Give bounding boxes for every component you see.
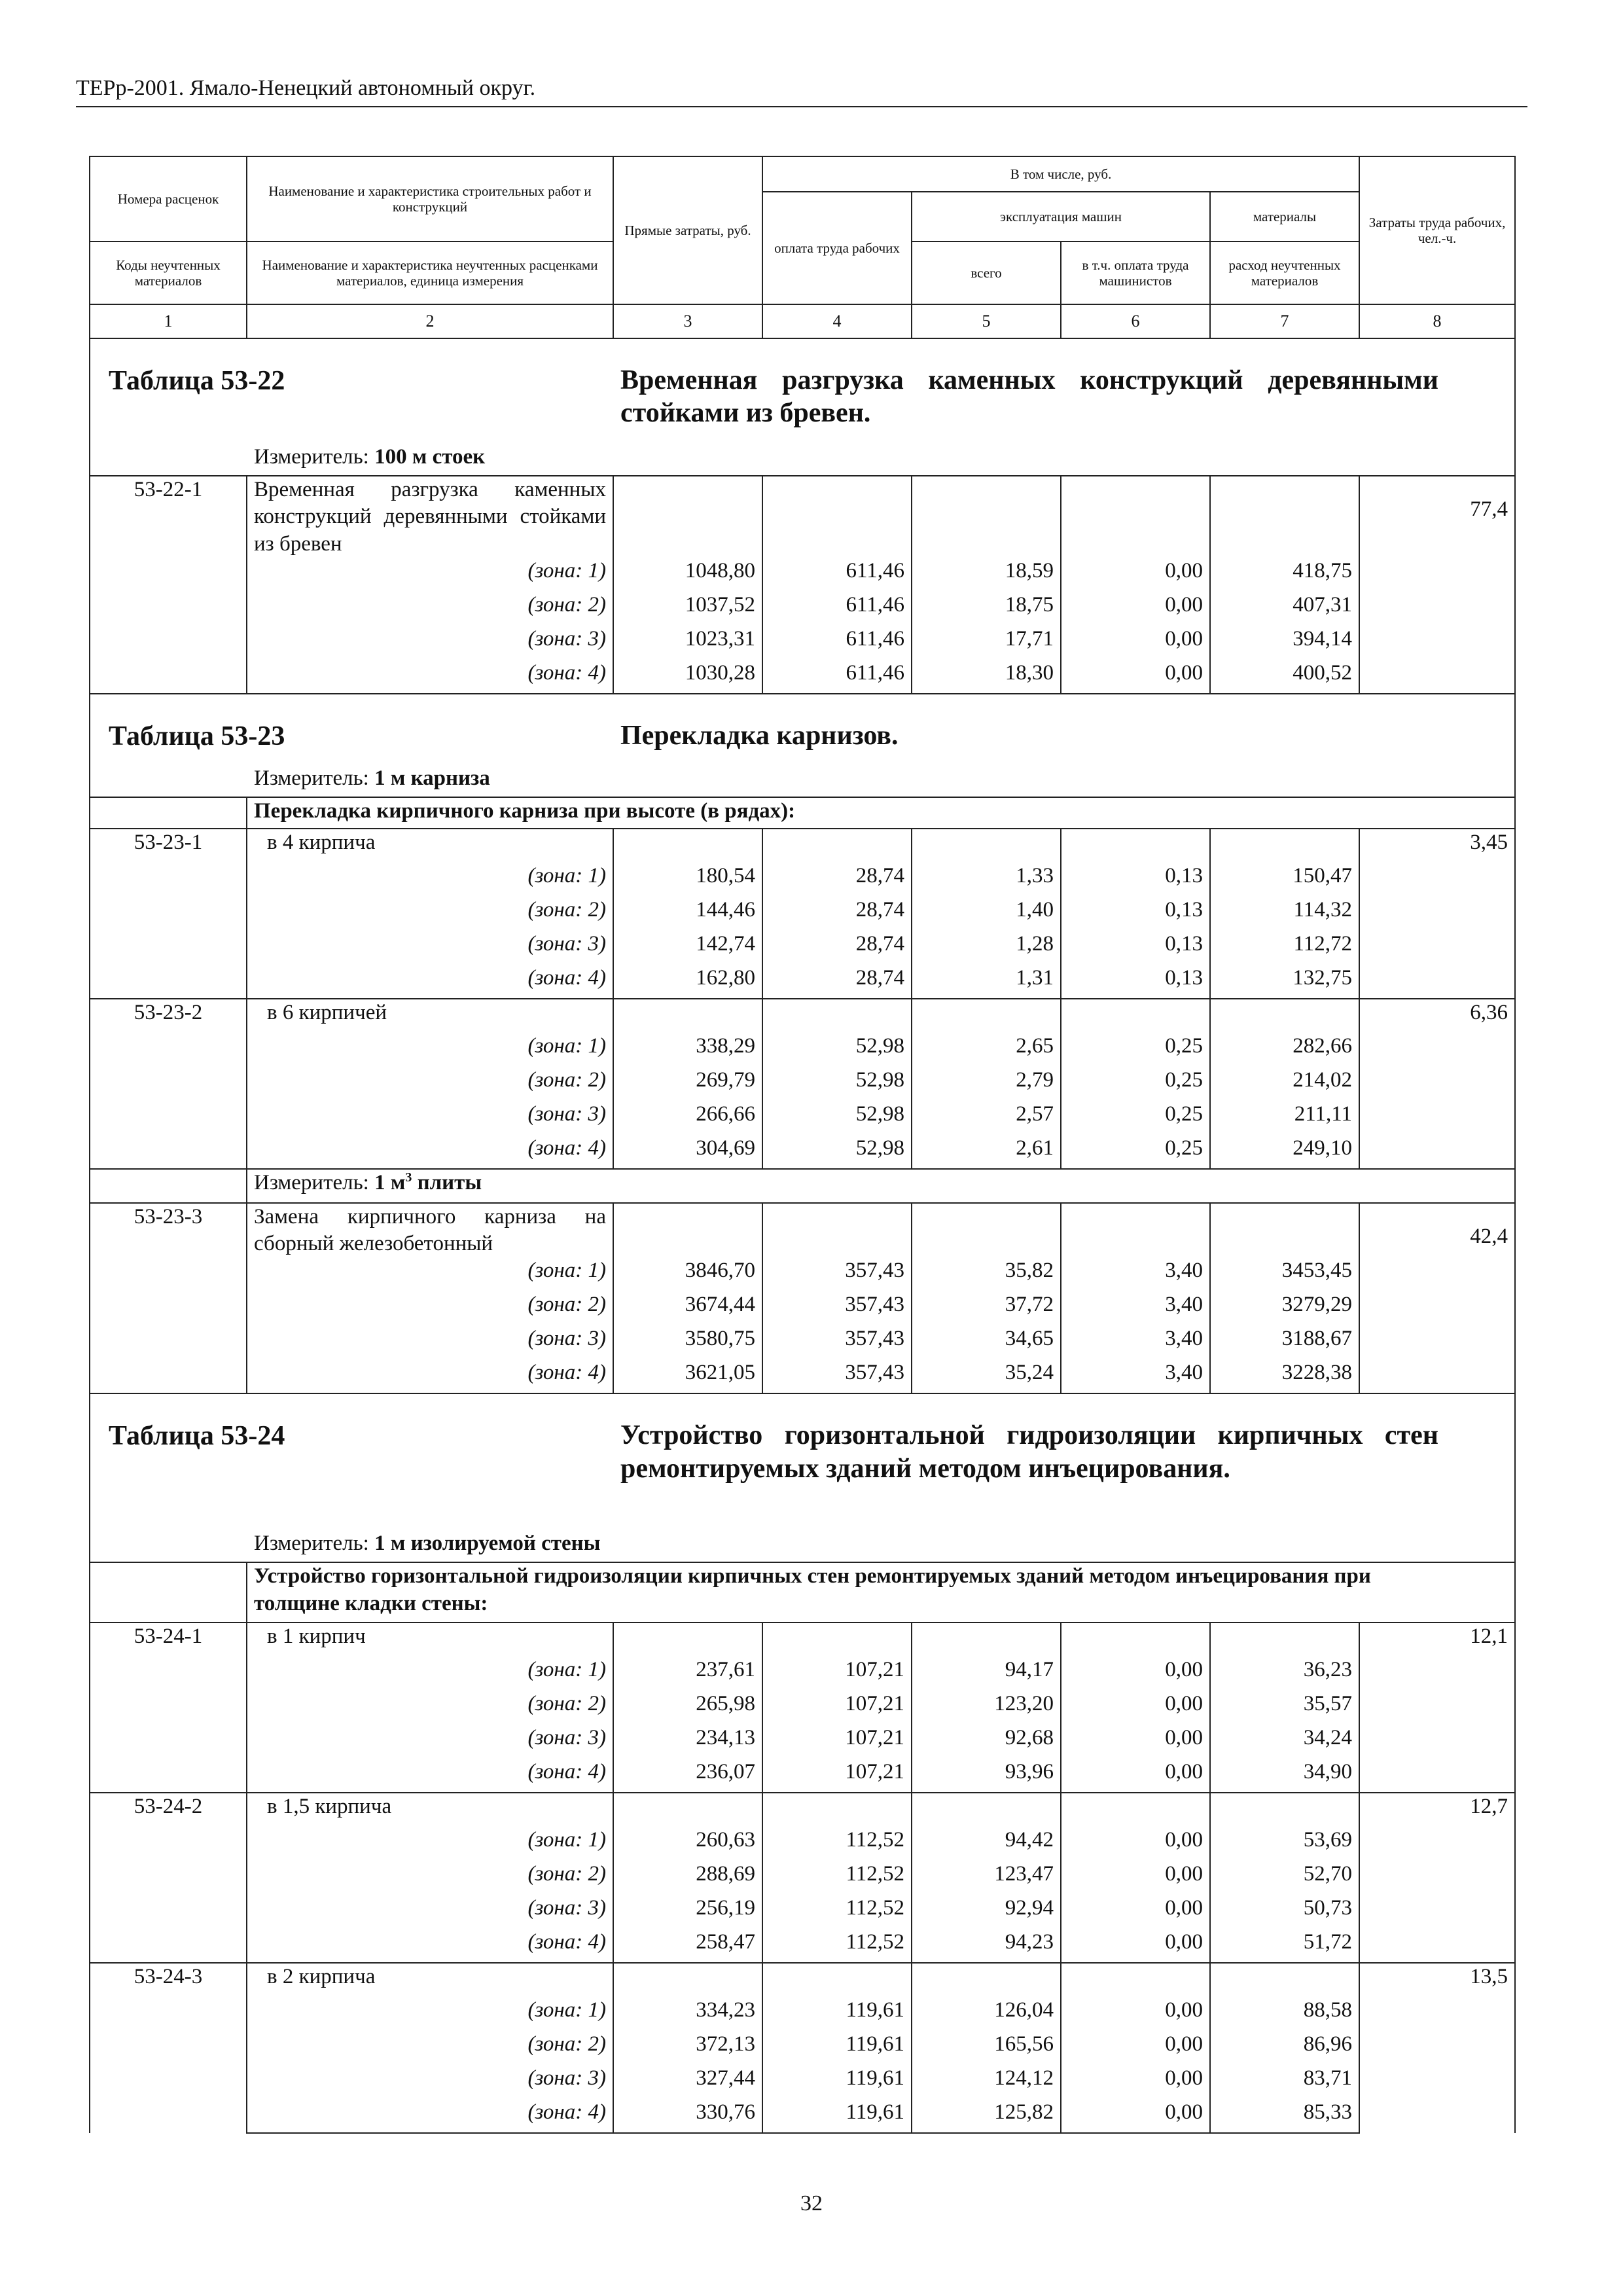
table-section-header: [90, 338, 1515, 476]
table-section-header: [90, 694, 1515, 797]
zone-value: 36,23: [1210, 1657, 1359, 1691]
zone-value: 3228,38: [1210, 1359, 1359, 1393]
zone-value: 3580,75: [613, 1325, 762, 1359]
zone-value: 249,10: [1210, 1135, 1359, 1169]
zone-label: (зона: 1): [247, 1827, 613, 1861]
zone-value: 17,71: [912, 626, 1061, 660]
zone-value: 126,04: [912, 1997, 1061, 2031]
blank-cell: [912, 1793, 1061, 1827]
zone-value: 52,98: [762, 1067, 912, 1101]
blank-cell: [1061, 1793, 1210, 1827]
zone-value: 107,21: [762, 1657, 912, 1691]
zone-value: 34,24: [1210, 1725, 1359, 1759]
zone-value: 611,46: [762, 626, 912, 660]
zone-label: (зона: 1): [247, 863, 613, 897]
zone-value: 125,82: [912, 2099, 1061, 2133]
zone-value: 119,61: [762, 2099, 912, 2133]
zone-value: 0,00: [1061, 1657, 1210, 1691]
zone-value: 18,30: [912, 660, 1061, 694]
zone-value: 144,46: [613, 897, 762, 931]
zone-value: 112,52: [762, 1827, 912, 1861]
zone-value: 93,96: [912, 1759, 1061, 1793]
zone-value: 0,00: [1061, 1827, 1210, 1861]
zone-value: 357,43: [762, 1325, 912, 1359]
zone-label: (зона: 2): [247, 592, 613, 626]
zone-value: 50,73: [1210, 1895, 1359, 1929]
table-name: Временная разгрузка каменных конструкций деревянными стойками из бревен.: [620, 365, 1438, 429]
labor-cost: 12,1: [1359, 1623, 1515, 1793]
zone-value: 0,00: [1061, 1929, 1210, 1963]
zone-value: 372,13: [613, 2031, 762, 2065]
blank-cell: [1210, 476, 1359, 558]
zone-value: 0,13: [1061, 897, 1210, 931]
column-number: 8: [1359, 304, 1515, 338]
zone-value: 28,74: [762, 965, 912, 999]
measure-value: 1 м карниза: [374, 766, 490, 790]
header-rule: [76, 106, 1527, 107]
col-header-unaccounted-materials: расход неучтенных материалов: [1210, 242, 1359, 304]
rate-description: Временная разгрузка каменных конструкций деревянными стойками из бревен: [247, 476, 613, 558]
blank-cell: [1210, 829, 1359, 863]
zone-value: 214,02: [1210, 1067, 1359, 1101]
blank-cell: [1061, 829, 1210, 863]
rate-description: в 1 кирпич: [247, 1623, 613, 1657]
zone-value: 2,61: [912, 1135, 1061, 1169]
table-title: Таблица 53-24: [109, 1421, 285, 1452]
zone-label: (зона: 4): [247, 2099, 613, 2133]
measure-exponent: 3: [405, 1170, 412, 1185]
group-heading: Перекладка кирпичного карниза при высоте (в рядах):: [247, 797, 1515, 829]
zone-value: 0,00: [1061, 626, 1210, 660]
zone-value: 407,31: [1210, 592, 1359, 626]
zone-label: (зона: 2): [247, 1861, 613, 1895]
rate-code: 53-22-1: [90, 476, 247, 694]
zone-value: 357,43: [762, 1257, 912, 1291]
blank-cell: [762, 999, 912, 1033]
measure-label: Измеритель:: [254, 1532, 375, 1556]
measure-unit: [254, 444, 485, 471]
blank-cell: [1210, 999, 1359, 1033]
zone-value: 611,46: [762, 592, 912, 626]
blank-cell: [613, 1793, 762, 1827]
zone-value: 0,13: [1061, 931, 1210, 965]
zone-label: (зона: 3): [247, 1725, 613, 1759]
col-header-work-name: Наименование и характеристика строительных работ и конструкций: [247, 156, 613, 242]
zone-label: (зона: 3): [247, 626, 613, 660]
zone-value: 260,63: [613, 1827, 762, 1861]
zone-label: (зона: 2): [247, 897, 613, 931]
zone-value: 34,90: [1210, 1759, 1359, 1793]
zone-value: 330,76: [613, 2099, 762, 2133]
zone-value: 3,40: [1061, 1291, 1210, 1325]
measure-unit: [254, 1530, 600, 1557]
blank-cell: [1061, 1963, 1210, 1997]
blank-cell: [90, 1562, 247, 1623]
blank-cell: [613, 1203, 762, 1258]
zone-label: (зона: 1): [247, 1657, 613, 1691]
zone-value: 3621,05: [613, 1359, 762, 1393]
blank-cell: [1061, 999, 1210, 1033]
blank-cell: [613, 476, 762, 558]
zone-value: 119,61: [762, 1997, 912, 2031]
blank-cell: [762, 1623, 912, 1657]
zone-value: 334,23: [613, 1997, 762, 2031]
measure-value: 1 м изолируемой стены: [374, 1532, 601, 1556]
blank-cell: [912, 476, 1061, 558]
zone-value: 1,33: [912, 863, 1061, 897]
rate-code: 53-24-1: [90, 1623, 247, 1793]
zone-value: 0,00: [1061, 558, 1210, 592]
blank-cell: [613, 1963, 762, 1997]
zone-label: (зона: 1): [247, 1257, 613, 1291]
zone-value: 258,47: [613, 1929, 762, 1963]
zone-value: 107,21: [762, 1725, 912, 1759]
zone-value: 0,25: [1061, 1135, 1210, 1169]
measure-label: Измеритель:: [254, 1170, 375, 1194]
zone-label: (зона: 2): [247, 1691, 613, 1725]
zone-value: 53,69: [1210, 1827, 1359, 1861]
zone-value: 2,79: [912, 1067, 1061, 1101]
zone-label: (зона: 4): [247, 1929, 613, 1963]
measure-value: [374, 1171, 482, 1194]
zone-label: (зона: 2): [247, 1067, 613, 1101]
zone-value: 237,61: [613, 1657, 762, 1691]
column-number: 6: [1061, 304, 1210, 338]
zone-value: 0,00: [1061, 1759, 1210, 1793]
table-name: Устройство горизонтальной гидроизоляции кирпичных стен ремонтируемых зданий методом инъецирования.: [620, 1420, 1438, 1484]
zone-value: 34,65: [912, 1325, 1061, 1359]
zone-value: 256,19: [613, 1895, 762, 1929]
zone-value: 357,43: [762, 1359, 912, 1393]
labor-cost: 6,36: [1359, 999, 1515, 1169]
zone-value: 1,40: [912, 897, 1061, 931]
table-title: Таблица 53-23: [109, 721, 285, 751]
col-header-material-names: Наименование и характеристика неучтенных расценками материалов, единица измерения: [247, 242, 613, 304]
zone-value: 3,40: [1061, 1359, 1210, 1393]
zone-value: 269,79: [613, 1067, 762, 1101]
running-header: ТЕРр-2001. Ямало-Ненецкий автономный округ.: [76, 76, 536, 100]
col-header-material-codes: Коды неучтенных материалов: [90, 242, 247, 304]
zone-label: (зона: 3): [247, 2065, 613, 2099]
blank-cell: [1210, 1623, 1359, 1657]
col-header-labor-costs: Затраты труда рабочих, чел.-ч.: [1359, 156, 1515, 304]
blank-cell: [762, 476, 912, 558]
zone-value: 0,00: [1061, 2099, 1210, 2133]
blank-cell: [90, 1169, 247, 1203]
zone-value: 0,25: [1061, 1101, 1210, 1135]
zone-value: 236,07: [613, 1759, 762, 1793]
zone-value: 112,52: [762, 1861, 912, 1895]
column-number: 3: [613, 304, 762, 338]
table-title: Таблица 53-22: [109, 366, 285, 396]
zone-value: 0,00: [1061, 1895, 1210, 1929]
measure-value-text: 1 м: [374, 1170, 406, 1194]
zone-value: 52,98: [762, 1033, 912, 1067]
zone-label: (зона: 4): [247, 1759, 613, 1793]
labor-cost: 77,4: [1359, 476, 1515, 694]
column-number: 5: [912, 304, 1061, 338]
zone-value: 94,17: [912, 1657, 1061, 1691]
zone-value: 0,13: [1061, 863, 1210, 897]
rate-description: в 2 кирпича: [247, 1963, 613, 1997]
blank-cell: [912, 1203, 1061, 1258]
blank-cell: [90, 797, 247, 829]
rate-description: Замена кирпичного карниза на сборный железобетонный: [247, 1203, 613, 1258]
zone-value: 3,40: [1061, 1325, 1210, 1359]
col-header-machines: эксплуатация машин: [912, 192, 1210, 242]
zone-value: 35,82: [912, 1257, 1061, 1291]
rates-table: [89, 156, 1516, 2134]
measure-label: Измеритель:: [254, 766, 375, 790]
zone-value: 0,00: [1061, 2031, 1210, 2065]
zone-value: 142,74: [613, 931, 762, 965]
zone-label: (зона: 4): [247, 1135, 613, 1169]
rate-description: в 4 кирпича: [247, 829, 613, 863]
zone-value: 3279,29: [1210, 1291, 1359, 1325]
zone-value: 1023,31: [613, 626, 762, 660]
zone-value: 357,43: [762, 1291, 912, 1325]
col-header-materials: материалы: [1210, 192, 1359, 242]
zone-value: 35,24: [912, 1359, 1061, 1393]
zone-value: 94,23: [912, 1929, 1061, 1963]
zone-value: 180,54: [613, 863, 762, 897]
measure-unit: [247, 1169, 1515, 1203]
col-header-direct-costs: Прямые затраты, руб.: [613, 156, 762, 304]
measure-label: Измеритель:: [254, 445, 375, 469]
zone-value: 165,56: [912, 2031, 1061, 2065]
blank-cell: [762, 1963, 912, 1997]
zone-value: 107,21: [762, 1759, 912, 1793]
zone-value: 52,98: [762, 1135, 912, 1169]
zone-value: 123,20: [912, 1691, 1061, 1725]
zone-label: (зона: 4): [247, 965, 613, 999]
zone-label: (зона: 2): [247, 2031, 613, 2065]
blank-cell: [1210, 1203, 1359, 1258]
blank-cell: [1061, 1203, 1210, 1258]
rate-code: 53-23-1: [90, 829, 247, 999]
labor-cost: 3,45: [1359, 829, 1515, 999]
column-number: 7: [1210, 304, 1359, 338]
zone-value: 0,00: [1061, 1725, 1210, 1759]
blank-cell: [1061, 1623, 1210, 1657]
zone-value: 107,21: [762, 1691, 912, 1725]
zone-value: 83,71: [1210, 2065, 1359, 2099]
zone-value: 114,32: [1210, 897, 1359, 931]
zone-value: 282,66: [1210, 1033, 1359, 1067]
zone-value: 265,98: [613, 1691, 762, 1725]
column-number: 4: [762, 304, 912, 338]
zone-value: 124,12: [912, 2065, 1061, 2099]
zone-label: (зона: 2): [247, 1291, 613, 1325]
zone-value: 1030,28: [613, 660, 762, 694]
zone-value: 28,74: [762, 931, 912, 965]
zone-value: 52,98: [762, 1101, 912, 1135]
zone-value: 1,28: [912, 931, 1061, 965]
blank-cell: [1061, 476, 1210, 558]
zone-value: 3,40: [1061, 1257, 1210, 1291]
zone-value: 28,74: [762, 863, 912, 897]
zone-value: 150,47: [1210, 863, 1359, 897]
blank-cell: [762, 1203, 912, 1258]
blank-cell: [912, 1623, 1061, 1657]
rate-code: 53-24-2: [90, 1793, 247, 1963]
zone-value: 266,66: [613, 1101, 762, 1135]
zone-value: 418,75: [1210, 558, 1359, 592]
zone-label: (зона: 3): [247, 1101, 613, 1135]
zone-label: (зона: 1): [247, 1033, 613, 1067]
zone-label: (зона: 3): [247, 1325, 613, 1359]
zone-value: 0,13: [1061, 965, 1210, 999]
measure-value-tail: плиты: [412, 1170, 482, 1194]
zone-value: 1037,52: [613, 592, 762, 626]
zone-value: 18,75: [912, 592, 1061, 626]
zone-label: (зона: 3): [247, 1895, 613, 1929]
zone-value: 3846,70: [613, 1257, 762, 1291]
zone-value: 119,61: [762, 2065, 912, 2099]
zone-value: 0,25: [1061, 1033, 1210, 1067]
blank-cell: [912, 829, 1061, 863]
rate-code: 53-23-2: [90, 999, 247, 1169]
column-number: 2: [247, 304, 613, 338]
zone-value: 0,00: [1061, 1861, 1210, 1895]
zone-label: (зона: 1): [247, 1997, 613, 2031]
zone-value: 1048,80: [613, 558, 762, 592]
col-header-workers-pay: оплата труда рабочих: [762, 192, 912, 304]
labor-cost: 42,4: [1359, 1203, 1515, 1394]
zone-value: 51,72: [1210, 1929, 1359, 1963]
zone-value: 0,25: [1061, 1067, 1210, 1101]
blank-cell: [613, 1623, 762, 1657]
zone-value: 86,96: [1210, 2031, 1359, 2065]
zone-value: 92,68: [912, 1725, 1061, 1759]
zone-value: 0,00: [1061, 1997, 1210, 2031]
zone-value: 338,29: [613, 1033, 762, 1067]
blank-cell: [1210, 1963, 1359, 1997]
zone-value: 400,52: [1210, 660, 1359, 694]
zone-label: (зона: 3): [247, 931, 613, 965]
col-header-including: В том числе, руб.: [762, 156, 1359, 192]
zone-value: 94,42: [912, 1827, 1061, 1861]
zone-value: 123,47: [912, 1861, 1061, 1895]
zone-value: 119,61: [762, 2031, 912, 2065]
zone-value: 234,13: [613, 1725, 762, 1759]
zone-value: 0,00: [1061, 592, 1210, 626]
blank-cell: [613, 999, 762, 1033]
zone-value: 3188,67: [1210, 1325, 1359, 1359]
zone-value: 88,58: [1210, 1997, 1359, 2031]
blank-cell: [912, 1963, 1061, 1997]
zone-label: (зона: 4): [247, 1359, 613, 1393]
rate-description: в 1,5 кирпича: [247, 1793, 613, 1827]
blank-cell: [1210, 1793, 1359, 1827]
blank-cell: [762, 1793, 912, 1827]
zone-value: 211,11: [1210, 1101, 1359, 1135]
zone-value: 3453,45: [1210, 1257, 1359, 1291]
zone-value: 162,80: [613, 965, 762, 999]
zone-value: 3674,44: [613, 1291, 762, 1325]
zone-value: 35,57: [1210, 1691, 1359, 1725]
zone-value: 1,31: [912, 965, 1061, 999]
table-name: Перекладка карнизов.: [620, 720, 899, 751]
group-heading: Устройство горизонтальной гидроизоляции кирпичных стен ремонтируемых зданий методом инъецирования при толщине кладки стены:: [247, 1562, 1515, 1623]
zone-value: 611,46: [762, 660, 912, 694]
zone-value: 304,69: [613, 1135, 762, 1169]
page-number: 32: [800, 2191, 823, 2215]
zone-value: 0,00: [1061, 660, 1210, 694]
zone-value: 2,65: [912, 1033, 1061, 1067]
col-header-rate-numbers: Номера расценок: [90, 156, 247, 242]
measure-value: 100 м стоек: [374, 445, 486, 469]
zone-value: 112,52: [762, 1929, 912, 1963]
zone-value: 0,00: [1061, 1691, 1210, 1725]
column-number: 1: [90, 304, 247, 338]
rate-description: в 6 кирпичей: [247, 999, 613, 1033]
col-header-operators-pay: в т.ч. оплата труда машинистов: [1061, 242, 1210, 304]
zone-value: 92,94: [912, 1895, 1061, 1929]
zone-label: (зона: 4): [247, 660, 613, 694]
zone-value: 327,44: [613, 2065, 762, 2099]
zone-value: 132,75: [1210, 965, 1359, 999]
table-section-header: [90, 1393, 1515, 1562]
blank-cell: [613, 829, 762, 863]
zone-label: (зона: 1): [247, 558, 613, 592]
blank-cell: [762, 829, 912, 863]
rate-code: 53-24-3: [90, 1963, 247, 2133]
rate-code: 53-23-3: [90, 1203, 247, 1394]
zone-value: 2,57: [912, 1101, 1061, 1135]
zone-value: 394,14: [1210, 626, 1359, 660]
zone-value: 52,70: [1210, 1861, 1359, 1895]
labor-cost: 13,5: [1359, 1963, 1515, 2133]
col-header-machines-total: всего: [912, 242, 1061, 304]
zone-value: 18,59: [912, 558, 1061, 592]
blank-cell: [912, 999, 1061, 1033]
zone-value: 28,74: [762, 897, 912, 931]
zone-value: 0,00: [1061, 2065, 1210, 2099]
zone-value: 288,69: [613, 1861, 762, 1895]
zone-value: 85,33: [1210, 2099, 1359, 2133]
labor-cost: 12,7: [1359, 1793, 1515, 1963]
zone-value: 112,72: [1210, 931, 1359, 965]
measure-unit: [254, 765, 490, 792]
zone-value: 37,72: [912, 1291, 1061, 1325]
zone-value: 611,46: [762, 558, 912, 592]
zone-value: 112,52: [762, 1895, 912, 1929]
